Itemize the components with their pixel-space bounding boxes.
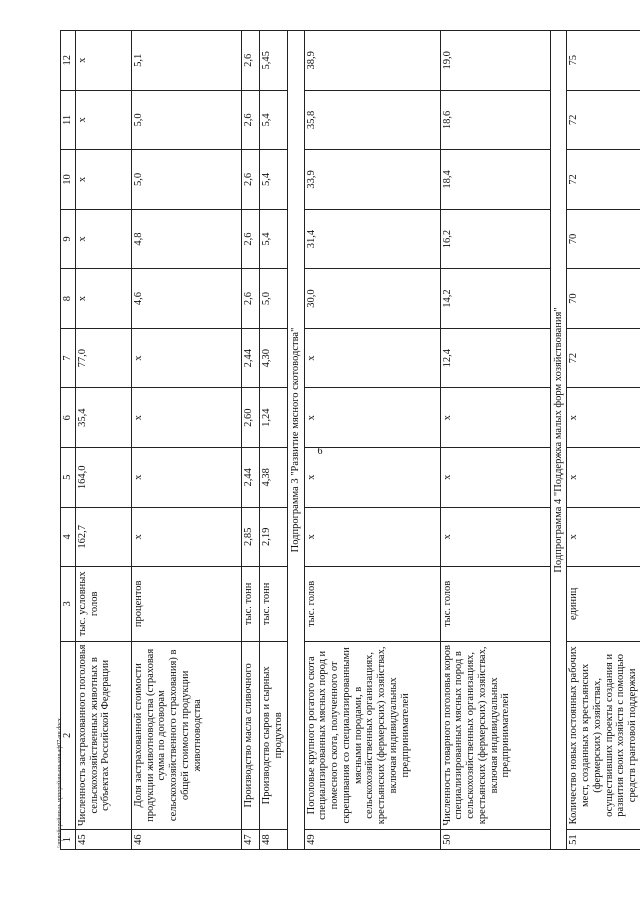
indicator-value: х	[75, 150, 131, 210]
indicator-value: х	[131, 328, 241, 388]
subprogram-header-row	[287, 31, 304, 850]
indicator-value: 14,2	[440, 269, 550, 329]
table-row	[304, 31, 440, 850]
indicator-value: 2,6	[241, 90, 259, 150]
indicator-value: 5,45	[259, 31, 287, 91]
row-number: 48	[259, 830, 287, 850]
indicator-value: 2,60	[241, 388, 259, 448]
row-number: 46	[131, 830, 241, 850]
indicator-value: 2,19	[259, 507, 287, 567]
subprogram-title: Подпрограмма 3 "Развитие мясного скотоводства"	[287, 31, 304, 850]
indicator-value: 70	[567, 269, 640, 329]
indicator-value: 72	[567, 150, 640, 210]
indicator-value: 4,6	[131, 269, 241, 329]
indicator-value: 4,38	[259, 447, 287, 507]
indicator-name: Количество новых постоянных рабочих мест, созданных в крестьянских (фермерских) хозяйствах, осуществивших проекты создания и развития своих хозяйств с помощью средств грантовой поддержки	[567, 641, 640, 830]
row-number: 49	[304, 830, 440, 850]
indicator-value: 72	[567, 90, 640, 150]
indicator-value: х	[131, 388, 241, 448]
indicator-value: 2,6	[241, 150, 259, 210]
indicator-value: 5,0	[259, 269, 287, 329]
column-number: 6	[61, 388, 76, 448]
column-number: 8	[61, 269, 76, 329]
rotated-page-content	[60, 30, 638, 850]
indicator-value: х	[440, 388, 550, 448]
table-row	[259, 31, 287, 850]
indicator-value: х	[131, 447, 241, 507]
unit-of-measure: тыс. тонн	[241, 567, 259, 641]
column-number: 11	[61, 90, 76, 150]
indicator-value: 33,9	[304, 150, 440, 210]
indicator-name: Доля застрахованной стоимости продукции животноводства (страховая сумма по договорам сельскохозяйственного страхования) в общей стоимости продукции животноводства	[131, 641, 241, 830]
column-number: 3	[61, 567, 76, 641]
row-number: 50	[440, 830, 550, 850]
page-number: 6	[317, 446, 323, 457]
column-number: 9	[61, 209, 76, 269]
indicator-value: 4,30	[259, 328, 287, 388]
unit-of-measure: тыс. тонн	[259, 567, 287, 641]
indicator-value: х	[75, 31, 131, 91]
column-number: 4	[61, 507, 76, 567]
indicator-value: 5,1	[131, 31, 241, 91]
indicator-value: 70	[567, 209, 640, 269]
indicator-value: 19,0	[440, 31, 550, 91]
indicator-value: 164,0	[75, 447, 131, 507]
indicator-value: 4,8	[131, 209, 241, 269]
indicator-value: 16,2	[440, 209, 550, 269]
table-row	[567, 31, 640, 850]
indicator-value: 38,9	[304, 31, 440, 91]
indicator-value: 72	[567, 328, 640, 388]
indicator-value: 5,4	[259, 209, 287, 269]
subprogram-header-row	[550, 31, 567, 850]
column-number: 10	[61, 150, 76, 210]
indicator-value: х	[131, 507, 241, 567]
indicator-value: х	[75, 209, 131, 269]
column-number: 12	[61, 31, 76, 91]
indicator-value: х	[440, 507, 550, 567]
subprogram-title: Подпрограмма 4 "Поддержка малых форм хозяйствования"	[550, 31, 567, 850]
indicator-name: Численность застрахованного поголовья сельскохозяйственных животных в субъектах Российской Федерации	[75, 641, 131, 830]
indicator-value: 2,44	[241, 328, 259, 388]
footer-file-path	[57, 0, 69, 905]
column-number: 1	[61, 830, 76, 850]
indicators-table	[60, 30, 640, 850]
indicator-value: х	[567, 507, 640, 567]
row-number: 47	[241, 830, 259, 850]
indicator-value: х	[304, 507, 440, 567]
indicator-value: 5,0	[131, 150, 241, 210]
footer-file-path-text: \\ирвойорейаньаь ирпорейаньаньааньаф07-ни.docx	[57, 718, 63, 848]
indicator-value: х	[75, 90, 131, 150]
indicator-value: 35,4	[75, 388, 131, 448]
unit-of-measure: тыс. голов	[304, 567, 440, 641]
unit-of-measure: единиц	[567, 567, 640, 641]
indicator-value: 1,24	[259, 388, 287, 448]
indicator-value: 5,4	[259, 90, 287, 150]
indicator-value: 2,6	[241, 31, 259, 91]
row-number: 45	[75, 830, 131, 850]
unit-of-measure: процентов	[131, 567, 241, 641]
indicator-value: 5,0	[131, 90, 241, 150]
indicator-value: х	[440, 447, 550, 507]
table-row	[241, 31, 259, 850]
table-row	[75, 31, 131, 850]
column-number: 5	[61, 447, 76, 507]
table-row	[440, 31, 550, 850]
indicator-value: 5,4	[259, 150, 287, 210]
indicator-value: 2,6	[241, 209, 259, 269]
indicator-value: х	[304, 388, 440, 448]
indicator-value: 75	[567, 31, 640, 91]
unit-of-measure: тыс. голов	[440, 567, 550, 641]
indicator-name: Численность товарного поголовья коров специализированных мясных пород в сельскохозяйственных организациях, крестьянских (фермерских) хозяйствах, включая индивидуальных предпринимателей	[440, 641, 550, 830]
indicator-value: 2,6	[241, 269, 259, 329]
indicator-value: 35,8	[304, 90, 440, 150]
indicator-value: 18,4	[440, 150, 550, 210]
indicator-value: 30,0	[304, 269, 440, 329]
indicator-name: Поголовье крупного рогатого скота специализированных мясных пород и помесного скота, полученного от скрещивания со специализированными мясными породами, в сельскохозяйственных организациях, крестьянских (фермерских) хозяйствах, включая индивидуальных предпринимателей	[304, 641, 440, 830]
indicator-value: 31,4	[304, 209, 440, 269]
indicator-value: х	[304, 447, 440, 507]
column-number: 2	[61, 641, 76, 830]
indicator-name: Производство масла сливочного	[241, 641, 259, 830]
indicator-name: Производство сыров и сырных продуктов	[259, 641, 287, 830]
indicator-value: 18,6	[440, 90, 550, 150]
indicator-value: х	[567, 388, 640, 448]
indicator-value: х	[304, 328, 440, 388]
indicator-value: 77,0	[75, 328, 131, 388]
indicator-value: 162,7	[75, 507, 131, 567]
column-number: 7	[61, 328, 76, 388]
indicator-value: х	[567, 447, 640, 507]
unit-of-measure: тыс. условных голов	[75, 567, 131, 641]
indicator-value: 12,4	[440, 328, 550, 388]
indicator-value: 2,44	[241, 447, 259, 507]
table-row	[131, 31, 241, 850]
indicator-value: 2,85	[241, 507, 259, 567]
row-number: 51	[567, 830, 640, 850]
indicator-value: х	[75, 269, 131, 329]
